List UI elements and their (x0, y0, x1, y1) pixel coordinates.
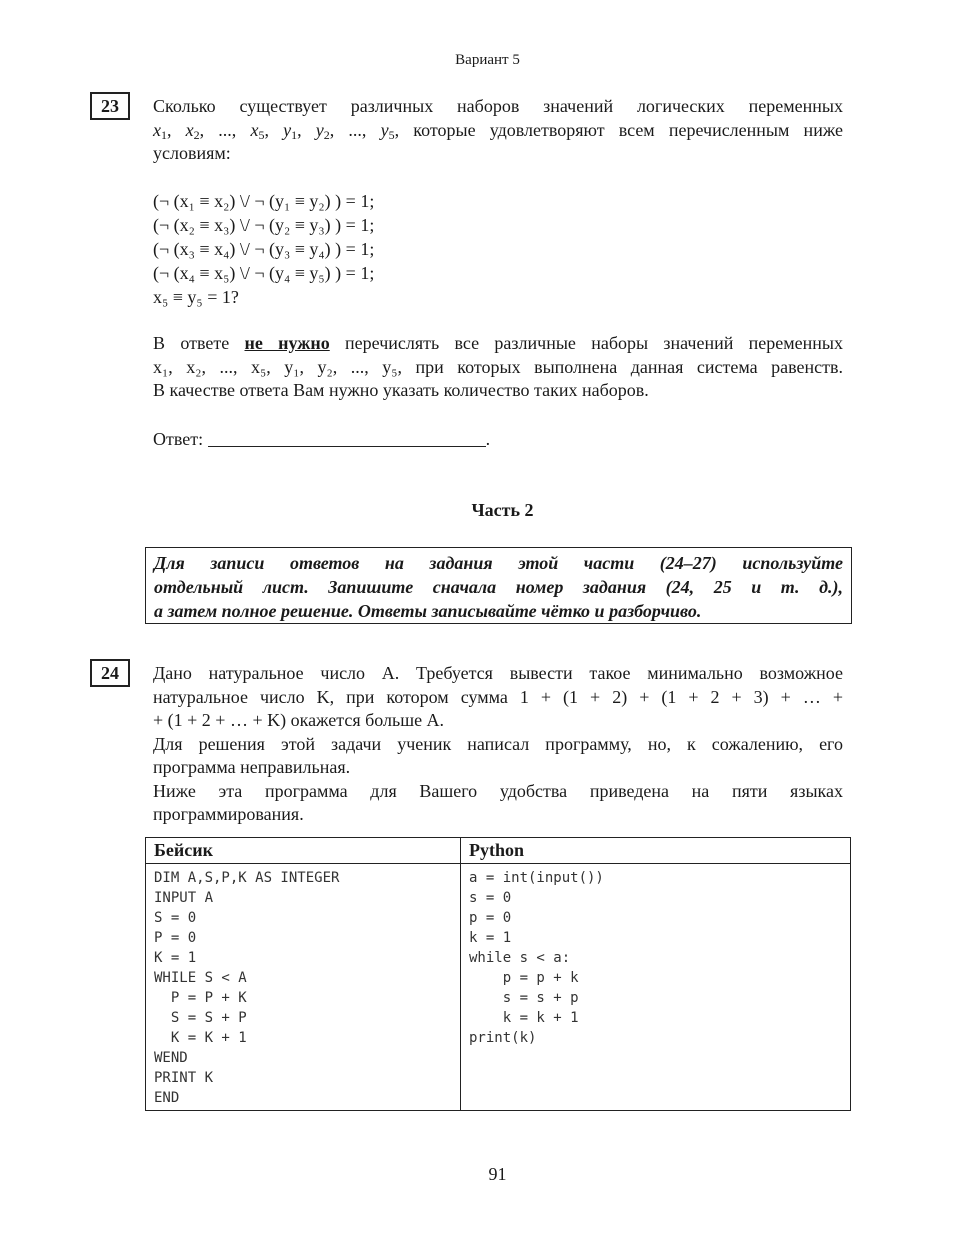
q23-intro-line-2: $x_1$, $x_2$, ..., $x_5$, $y_1$, $y_2$, ..., $y_5$, которые удовлетворяют всем перечисленным ниже (153, 119, 844, 142)
basic-code (146, 864, 461, 1111)
python-line: s = 0 (469, 890, 512, 906)
equation-2: (¬ (x₂ ≡ x₃) \/ ¬ (y₂ ≡ y₃) ) = 1; (153, 215, 375, 235)
code-table-header-row (146, 838, 851, 864)
equation-5: x₅ ≡ y₅ = 1? (153, 287, 239, 307)
python-line: print(k) (469, 1030, 537, 1046)
basic-line: P = 0 (154, 930, 197, 946)
basic-line: WEND (154, 1050, 188, 1066)
part-2-title: Часть 2 (471, 500, 534, 520)
python-line: while s < a: (469, 950, 571, 966)
q23-note-line-3: В качестве ответа Вам нужно указать количество таких наборов. (153, 380, 649, 400)
basic-line: K = 1 (154, 950, 197, 966)
instruction-line-3: а затем полное решение. Ответы записывайте чётко и разборчиво. (154, 601, 702, 621)
code-table (145, 837, 851, 1111)
q23-note (153, 332, 843, 403)
python-line: p = 0 (469, 910, 512, 926)
q23-equations (153, 189, 374, 309)
basic-line: S = S + P (154, 1010, 247, 1026)
basic-line: S = 0 (154, 910, 197, 926)
q23-answer: Ответ: . (153, 429, 491, 449)
basic-line: END (154, 1090, 180, 1106)
question-number-23: 23 (90, 92, 130, 120)
question-number-24: 24 (90, 659, 130, 687)
q24-line-3: + (1 + 2 + … + K) окажется больше A. (153, 710, 445, 730)
python-code (461, 864, 851, 1111)
q23-note-line-2: x₁, x₂, ..., x₅, y₁, y₂, ..., y₅, при которых выполнена данная система равенств. (153, 356, 843, 377)
equation-3: (¬ (x₃ ≡ x₄) \/ ¬ (y₃ ≡ y₄) ) = 1; (153, 239, 375, 259)
q24-line-4: Для решения этой задачи ученик написал программу, но, к сожалению, его (153, 733, 843, 754)
q23-intro-line-1: Сколько существует различных наборов значений логических переменных (153, 96, 843, 116)
header-basic: Бейсик (146, 838, 461, 864)
q24-line-2: натуральное число K, при котором сумма 1 + (1 + 2) + (1 + 2 + 3) + … + (153, 686, 843, 707)
answer-field[interactable] (208, 430, 486, 447)
q24-line-7: программирования. (153, 804, 304, 824)
python-line: k = k + 1 (469, 1010, 579, 1026)
basic-line: DIM A,S,P,K AS INTEGER (154, 870, 340, 886)
basic-line: WHILE S < A (154, 970, 247, 986)
instruction-line-1: Для записи ответов на задания этой части (24–27) используйте (154, 553, 843, 573)
q23-intro (153, 95, 843, 166)
python-line: p = p + k (469, 970, 579, 986)
code-table-body-row (146, 864, 851, 1111)
q23-intro-line-3: условиям: (153, 143, 231, 163)
python-line: k = 1 (469, 930, 512, 946)
basic-line: P = P + K (154, 990, 247, 1006)
emphasis-not-needed: не нужно (244, 333, 330, 353)
python-line: a = int(input()) (469, 870, 604, 886)
equation-1: (¬ (x₁ ≡ x₂) \/ ¬ (y₁ ≡ y₂) ) = 1; (153, 191, 375, 211)
q23-note-line-1: В ответе не нужно перечислять все различные наборы значений переменных (153, 333, 844, 353)
q24-line-6: Ниже эта программа для Вашего удобства приведена на пяти языках (153, 780, 843, 801)
q24-line-1: Дано натуральное число A. Требуется вывести такое минимально возможное (153, 663, 843, 683)
instruction-line-2: отдельный лист. Запишите сначала номер задания (24, 25 и т. д.), (154, 577, 843, 597)
basic-line: K = K + 1 (154, 1030, 247, 1046)
q24-line-5: программа неправильная. (153, 757, 351, 777)
python-line: s = s + p (469, 990, 579, 1006)
header-python: Python (461, 838, 851, 864)
q24-text (153, 662, 843, 827)
page-number: 91 (488, 1164, 507, 1184)
answer-label: Ответ: (153, 429, 204, 449)
basic-line: PRINT K (154, 1070, 214, 1086)
page-header: Вариант 5 (455, 52, 520, 68)
basic-line: INPUT A (154, 890, 214, 906)
part-2-instructions (145, 547, 852, 624)
equation-4: (¬ (x₄ ≡ x₅) \/ ¬ (y₄ ≡ y₅) ) = 1; (153, 263, 375, 283)
